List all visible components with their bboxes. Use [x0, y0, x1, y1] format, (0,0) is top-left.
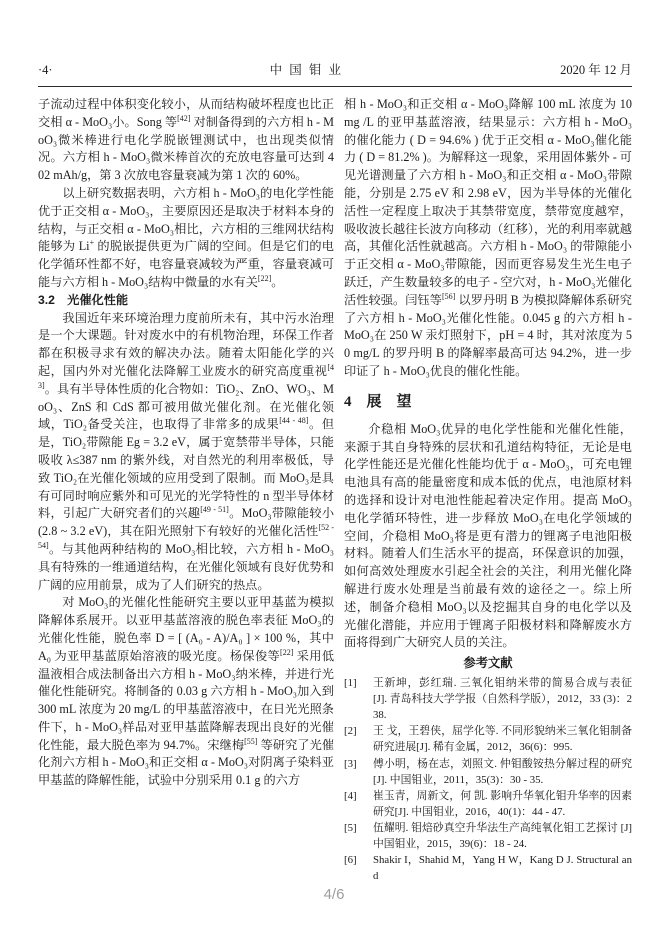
paragraph: 子流动过程中体积变化较小，从而结构破坏程度也比正交相 α - MoO₃小。Song 等[42] 对制备得到的六方相 h - MoO₃微米棒进行电化学脱嵌锂测试中，也出现类似情况。六方相 h - MoO₃微米棒首次的充放电容量可达到 402 mAh/g，第 3 次放电容量衰减为第 1 次的 60%。	[38, 97, 334, 183]
left-column	[38, 96, 334, 890]
reference-text: 崔玉青，周新文，何 凯. 影响升华氧化钼升华率的因素研究[J]. 中国钼业，2016，40(1)：44 - 47.	[373, 789, 632, 818]
citation-superscript: [43]	[38, 362, 334, 390]
reference-text: 王 戈，王碧侠，屈学化等. 不同形貌纳米三氧化钼制备研究进展[J]. 稀有金属，2012，36(6)：995.	[373, 725, 632, 754]
header-page-number: ·4·	[38, 63, 53, 77]
header-divider	[38, 86, 632, 87]
paragraph: 我国近年来环境治理力度前所未有，其中污水治理是一个大课题。针对废水中的有机物治理，环保工作者都在积极寻求有效的解决办法。随着太阳能化学的兴起，国内外对光催化法降解工业废水的研究高度重视[43]。具有半导体性质的化合物如：TiO₂、ZnO、WO₃、MoO₃、ZnS 和 CdS 都可被用做光催化剂。在光催化领域，TiO₂备受关注，也取得了非常多的成果[44 - 48]。但是，TiO₂带隙能 Eg = 3.2 eV，属于宽禁带半导体，只能吸收 λ≤387 nm 的紫外线，对自然光的利用率极低，导致 TiO₂在光催化领域的应用受到了限制。而 MoO₃是具有可同时响应紫外和可见光的光学特性的 n 型半导体材料，引起广大研究者们的兴趣[49 - 51]。MoO₃带隙能较小(2.8 ~ 3.2 eV)，其在阳光照射下有较好的光催化活性[52 - 54]。与其他两种结构的 MoO₃相比较，六方相 h - MoO₃具有特殊的一维通道结构，在光催化领域有良好优势和广阔的应用前景，成为了人们研究的热点。	[38, 310, 334, 592]
reference-number: [3]	[344, 757, 357, 770]
citation-superscript: [22]	[280, 647, 294, 657]
reference-number: [1]	[344, 677, 357, 690]
citation-superscript: [56]	[442, 291, 456, 301]
right-column	[344, 96, 632, 890]
citation-superscript: [49 - 51]	[200, 505, 229, 515]
reference-number: [6]	[344, 854, 357, 867]
header-journal-title: 中 国 钼 业	[269, 63, 344, 77]
running-head	[38, 60, 632, 78]
section-heading: 4 展 望	[344, 393, 412, 410]
citation-superscript: [42]	[177, 113, 191, 123]
reference-item	[344, 820, 632, 852]
citation-superscript: +	[89, 238, 95, 248]
subsection-heading: 3.2 光催化性能	[38, 292, 129, 307]
paragraph: 以上研究数据表明，六方相 h - MoO₃的电化学性能优于正交相 α - MoO₃，主要原因还是取决于材料本身的结构，与正交相 α - MoO₃相比，六方相的三维网状结构能够为 Li+ 的脱嵌提供更为广阔的空间。但是它们的电化学循环性都不好，电容量衰减较为严重，容量衰减可能与六方相 h - MoO₃结构中微量的水有关[22]。	[38, 185, 334, 289]
reference-text: Shakir I，Shahid M，Yang H W，Kang D J. Structural and	[373, 854, 632, 883]
paragraph: 相 h - MoO₃和正交相 α - MoO₃降解 100 mL 浓度为 10 mg /L 的亚甲基蓝溶液，结果显示：六方相 h - MoO₃的催化能力 ( D = 94.6% ) 优于正交相 α - MoO₃催化能力 ( D = 81.2% )。为解释这一现象，采用固体紫外 - 可见光谱测量了六方相 h - MoO₃和正交相 α - MoO₃带隙能，分别是 2.75 eV 和 2.98 eV，因为半导体的光催化活性一定程度上取决于其禁带宽度，禁带宽度越窄，吸收波长越往长波方向移动（红移），光的利用率就越高，其催化活性就越高。六方相 h - MoO₃ 的带隙能小于正交相 α - MoO₃带隙能，因而更容易发生光生电子跃迁，产生数量较多的电子 - 空穴对，h - MoO₃光催化活性较强。闫钰等[56] 以罗丹明 B 为模拟降解体系研究了六方相 h - MoO₃光催化性能。0.045 g 的六方相 h - MoO₃在 250 W 汞灯照射下，pH = 4 时，其对浓度为 50 mg/L 的罗丹明 B 的降解率最高可达 94.2%，进一步印证了 h - MoO₃优良的催化性能。	[344, 97, 632, 378]
reference-number: [4]	[344, 789, 357, 802]
reference-text: 王新坤，彭红瑞. 三氧化钼纳米带的简易合成与表征 [J]. 青岛科技大学学报（自然科学版），2012，33 (3)：238.	[373, 677, 632, 722]
citation-superscript: [44 - 48]	[279, 416, 309, 426]
reference-item	[344, 675, 632, 723]
reference-text: 傅小明，杨在志，刘照文. 仲钼酸铵热分解过程的研究 [J]. 中国钼业，2011，35(3)：30 - 35.	[373, 757, 632, 786]
citation-superscript: [52 - 54]	[38, 523, 334, 550]
viewer-page-indicator: 4/6	[323, 886, 345, 903]
reference-item	[344, 723, 632, 755]
reference-number: [2]	[344, 725, 357, 738]
paragraph: 对 MoO₃的光催化性能研究主要以亚甲基蓝为模拟降解体系展开。以亚甲基蓝溶液的脱色率表征 MoO₃的光催化性能，脱色率 D = [ (A₀ - A)/A₀ ] × 100 %，其中 A₀ 为亚甲基蓝原始溶液的吸光度。杨保俊等[22] 采用低温液相合成法制备出六方相 h - MoO₃纳米棒，并进行光催化性能研究。将制备的 0.03 g 六方相 h - MoO₃加入到 300 mL 浓度为 20 mg/L 的甲基蓝溶液中，在日光光照条件下，h - MoO₃样品对亚甲基蓝降解表现出良好的光催化性能，最大脱色率为 94.7%。宋继梅[55] 等研究了光催化剂六方相 h - MoO₃和正交相 α - MoO₃对阴离子染料亚甲基蓝的降解性能，试验中分别采用 0.1 g 的六方	[38, 595, 334, 788]
reference-text: 伍耀明. 钼焙砂真空升华法生产高纯氧化钼工艺探讨 [J]中国钼业，2015，39(6)：18 - 24.	[373, 821, 632, 851]
reference-item	[344, 852, 632, 884]
citation-superscript: [22]	[257, 273, 272, 283]
citation-superscript: [55]	[244, 736, 258, 746]
article-body	[38, 96, 632, 890]
reference-number: [5]	[344, 821, 357, 834]
header-issue-date: 2020 年 12 月	[560, 63, 632, 77]
references-heading: 参考文献	[463, 656, 513, 671]
paragraph: 介稳相 MoO₃优异的电化学性能和光催化性能，来源于其自身特殊的层状和孔道结构特征，无论是电化学性能还是光催化性能均优于 α - MoO₃，可充电锂电池具有高的能量密度和成本低的优点，电池原材料的选择和设计对电池性能起着决定作用。提高 MoO₃电化学循环特性，进一步释放 MoO₃在电化学领域的空间，介稳相 MoO₃将是更有潜力的锂离子电池阳极材料。随着人们生活水平的提高，环保意识的加强，如何高效处理废水引起全社会的关注，利用光催化降解进行废水处理是当前最有效的途径之一。综上所述，制备介稳相 MoO₃以及挖掘其自身的电化学以及光催化潜能，并应用于锂离子阳极材料和降解废水方面将得到广大研究人员的关注。	[344, 421, 632, 650]
reference-item	[344, 788, 632, 820]
reference-item	[344, 756, 632, 788]
